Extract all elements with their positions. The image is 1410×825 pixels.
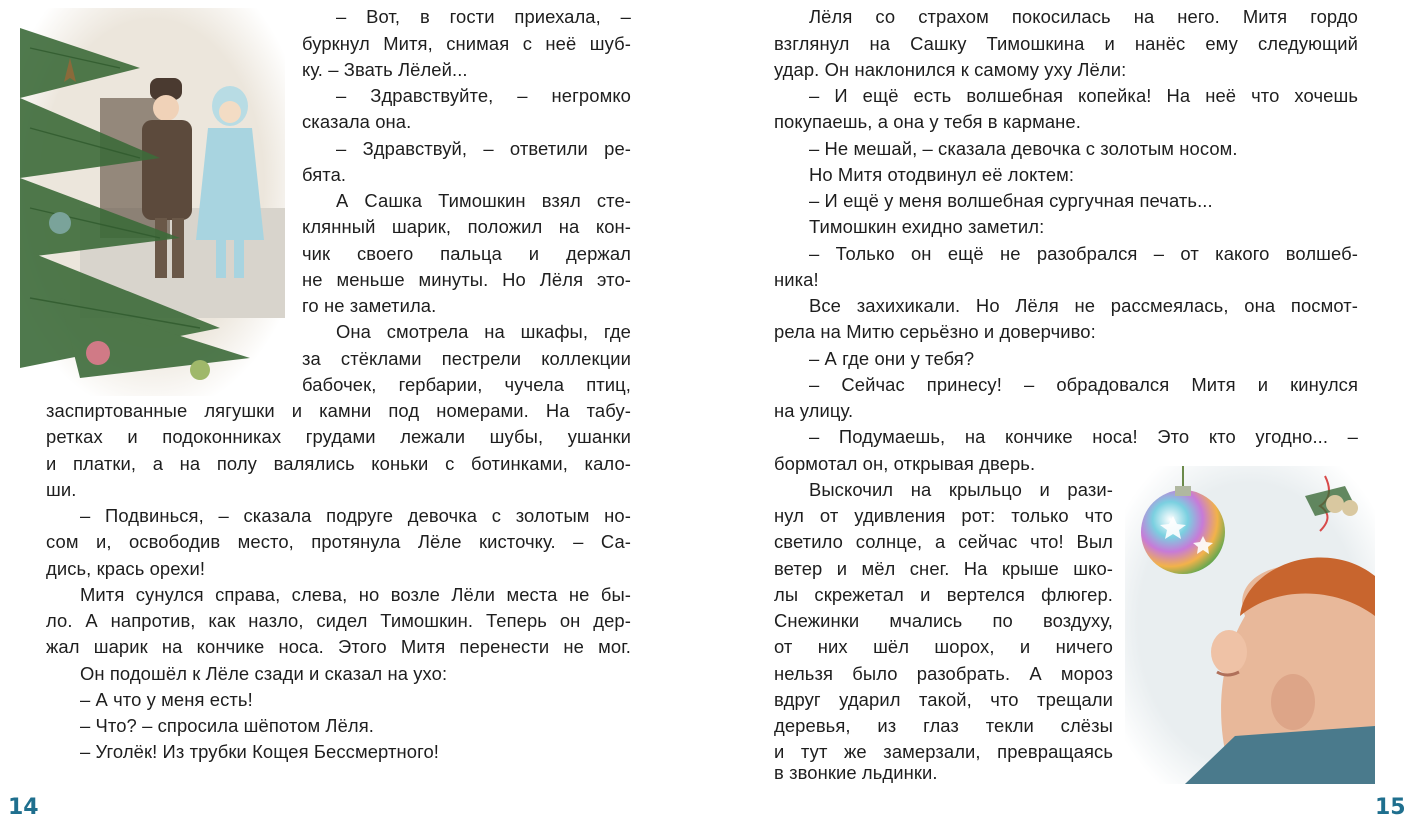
text-line: бята. <box>302 164 347 185</box>
text-line: Лёля со страхом покосилась на него. Митя гордо <box>809 6 1358 27</box>
text-line: – Сейчас принесу! – обрадовался Митя и кинулся <box>809 374 1358 395</box>
text-line: Все захихикали. Но Лёля не рассмеялась, она посмот- <box>809 295 1358 316</box>
text-line: не меньше минуты. Но Лёля это- <box>302 269 631 290</box>
text-line: – Здравствуйте, – негромко <box>336 85 631 106</box>
text-line: – Вот, в гости приехала, – <box>336 6 631 27</box>
text-line: рела на Митю серьёзно и доверчиво: <box>774 321 1096 342</box>
text-line: ника! <box>774 269 819 290</box>
text-line: Снежинки мчались по воздуху, <box>774 610 1113 631</box>
text-line: Выскочил на крыльцо и рази- <box>809 479 1113 500</box>
text-line: буркнул Митя, снимая с неё шуб- <box>302 33 631 54</box>
text-line: нул от удивления рот: только что <box>774 505 1113 526</box>
text-line: ветер и мёл снег. На крыше шко- <box>774 558 1113 579</box>
text-line: Но Митя отодвинул её локтем: <box>809 164 1075 185</box>
right-page <box>705 0 1410 825</box>
text-line: и платки, а на полу валялись коньки с ботинками, кало- <box>46 453 631 474</box>
illustration-children-by-christmas-tree <box>20 8 285 396</box>
text-line: покупаешь, а она у тебя в кармане. <box>774 111 1081 132</box>
text-line: лы скрежетал и вертелся флюгер. <box>774 584 1113 605</box>
text-line: жал шарик на кончике носа. Этого Митя перенести не мог. <box>46 636 631 657</box>
text-line: от них шёл шорох, и ничего <box>774 636 1113 657</box>
text-line: ку. – Звать Лёлей... <box>302 59 468 80</box>
text-line: – А что у меня есть! <box>80 689 253 710</box>
text-line: А Сашка Тимошкин взял сте- <box>336 190 631 211</box>
text-line: сом и, освободив место, протянула Лёле кисточку. – Са- <box>46 531 631 552</box>
text-line: удар. Он наклонился к самому уху Лёли: <box>774 59 1127 80</box>
text-line: на улицу. <box>774 400 854 421</box>
text-line: ши. <box>46 479 77 500</box>
text-line: Тимошкин ехидно заметил: <box>809 216 1045 237</box>
text-line: – И ещё есть волшебная копейка! На неё что хочешь <box>809 85 1358 106</box>
text-line: клянный шарик, положил на кон- <box>302 216 631 237</box>
text-line: – А где они у тебя? <box>809 348 975 369</box>
text-line: бабочек, гербарии, чучела птиц, <box>302 374 631 395</box>
text-line: – Здравствуй, – ответили ре- <box>336 138 631 159</box>
text-line: сказала она. <box>302 111 412 132</box>
illustration-boy-with-ornament-art <box>1125 466 1375 784</box>
text-line: бормотал он, открывая дверь. <box>774 453 1036 474</box>
illustration-boy-with-ornament <box>1125 466 1375 784</box>
page-number-left: 14 <box>8 795 39 820</box>
text-line: Она смотрела на шкафы, где <box>336 321 631 342</box>
text-line: – Только он ещё не разобрался – от какого волшеб- <box>809 243 1358 264</box>
text-line: ло. А напротив, как назло, сидел Тимошкин. Теперь он дер- <box>46 610 631 631</box>
text-line: – Не мешай, – сказала девочка с золотым носом. <box>809 138 1238 159</box>
text-line: вдруг ударил такой, что трещали <box>774 689 1113 710</box>
text-line: дись, крась орехи! <box>46 558 206 579</box>
text-line: за стёклами пестрели коллекции <box>302 348 631 369</box>
illustration-children-by-christmas-tree-art <box>20 8 285 396</box>
text-line: светило солнце, а сейчас что! Выл <box>774 531 1113 552</box>
text-line: – Подумаешь, на кончике носа! Это кто угодно... – <box>809 426 1358 447</box>
text-line: чик своего пальца и держал <box>302 243 631 264</box>
text-line: Он подошёл к Лёле сзади и сказал на ухо: <box>80 663 448 684</box>
text-line: деревья, из глаз текли слёзы <box>774 715 1113 736</box>
text-line: – Уголёк! Из трубки Кощея Бессмертного! <box>80 741 440 762</box>
text-line: и тут же замерзали, превращаясь <box>774 741 1113 762</box>
text-line: в звонкие льдинки. <box>774 762 938 783</box>
text-line: заспиртованные лягушки и камни под номерами. На табу- <box>46 400 631 421</box>
text-line: нельзя было разобрать. А мороз <box>774 663 1113 684</box>
text-line: – Что? – спросила шёпотом Лёля. <box>80 715 375 736</box>
text-line: го не заметила. <box>302 295 437 316</box>
text-line: – И ещё у меня волшебная сургучная печать... <box>809 190 1213 211</box>
text-line: – Подвинься, – сказала подруге девочка с золотым но- <box>80 505 631 526</box>
page-number-right: 15 <box>1375 795 1406 820</box>
text-line: ретках и подоконниках грудами лежали шубы, ушанки <box>46 426 631 447</box>
text-line: Митя сунулся справа, слева, но возле Лёли места не бы- <box>80 584 631 605</box>
text-line: взглянул на Сашку Тимошкина и нанёс ему следующий <box>774 33 1358 54</box>
